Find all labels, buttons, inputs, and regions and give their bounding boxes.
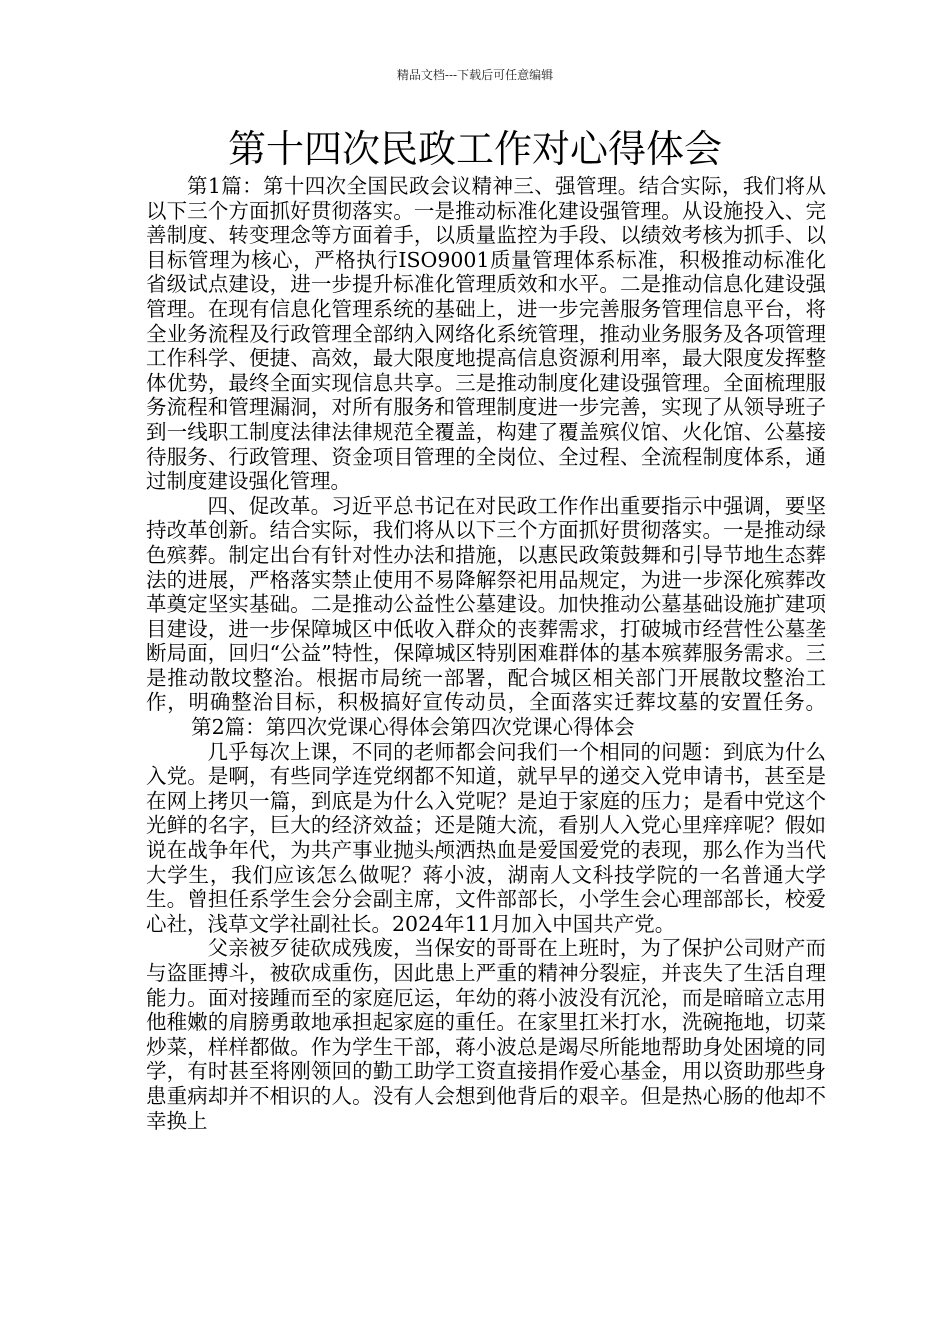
document-title: 第十四次民政工作对心得体会: [227, 127, 722, 171]
paragraph-3: 几乎每次上课，不同的老师都会问我们一个相同的问题：到底为什么入党。是啊，有些同学连党纲都不知道，就早早的递交入党申请书，甚至是在网上拷贝一篇，到底是为什么入党呢？是迫于家庭的压力；是看中党这个光鲜的名字，巨大的经济效益；还是随大流，看别人入党心里痒痒呢？假如说在战争年代，为共产事业抛头颅洒热血是爱国爱党的表现，那么作为当代大学生，我们应该怎么做呢？蒋小波，湖南人文科技学院的一名普通大学生。曾担任系学生会分会副主席，文件部部长，小学生会心理部部长，校爱心社，浅草文学社副社长。2024年11月加入中国共产党。: [146, 739, 826, 936]
header-note: 精品文档---下载后可任意编辑: [396, 68, 554, 82]
section-2-heading: 第2篇：第四次党课心得体会第四次党课心得体会: [191, 715, 635, 740]
document-body: [146, 174, 826, 1133]
paragraph-2-text: 四、促改革。习近平总书记在对民政工作作出重要指示中强调，要坚持改革创新。结合实际，我们将从以下三个方面抓好贯彻落实。一是推动绿色殡葬。制定出台有针对性办法和措施，以惠民政策鼓舞和引导节地生态葬法的进展，严格落实禁止使用不易降解祭祀用品规定，为进一步深化殡葬改革奠定坚实基础。二是推动公益性公墓建设。加快推动公墓基础设施扩建项目建设，进一步保障城区中低收入群众的丧葬需求，打破城市经营性公墓垄断局面，回归“公益”特性，保障城区特别困难群体的基本殡葬服务需求。三是推动散坟整治。根据市局统一部署，配合城区相关部门开展散坟整治工作，明确整治目标，积极搞好宣传动员，全面落实迁葬坟墓的安置任务。: [146, 493, 826, 715]
paragraph-1: 第1篇：第十四次全国民政会议精神三、强管理。结合实际，我们将从以下三个方面抓好贯彻落实。一是推动标准化建设强管理。从设施投入、完善制度、转变理念等方面着手，以质量监控为手段、以绩效考核为抓手、以目标管理为核心，严格执行ISO9001质量管理体系标准，积极推动标准化省级试点建设，进一步提升标准化管理质效和水平。二是推动信息化建设强管理。在现有信息化管理系统的基础上，进一步完善服务管理信息平台，将全业务流程及行政管理全部纳入网络化系统管理，推动业务服务及各项管理工作科学、便捷、高效，最大限度地提高信息资源利用率，最大限度发挥整体优势，最终全面实现信息共享。三是推动制度化建设强管理。全面梳理服务流程和管理漏洞，对所有服务和管理制度进一步完善，实现了从领导班子到一线职工制度法律法律规范全覆盖，构建了覆盖殡仪馆、火化馆、公墓接待服务、行政管理、资金项目管理的全岗位、全过程、全流程制度体系，通过制度建设强化管理。: [146, 174, 826, 494]
paragraph-4: 父亲被歹徒砍成残废，当保安的哥哥在上班时，为了保护公司财产而与盗匪搏斗，被砍成重伤，因此患上严重的精神分裂症，并丧失了生活自理能力。面对接踵而至的家庭厄运，年幼的蒋小波没有沉沦，而是暗暗立志用他稚嫩的肩膀勇敢地承担起家庭的重任。在家里扛米打水，洗碗拖地，切菜炒菜，样样都做。作为学生干部，蒋小波总是竭尽所能地帮助身处困境的同学，有时甚至将刚领回的勤工助学工资直接捐作爱心基金，用以资助那些身患重病却并不相识的人。没有人会想到他背后的艰辛。但是热心肠的他却不幸换上: [146, 936, 826, 1133]
paragraph-2: [146, 494, 826, 740]
